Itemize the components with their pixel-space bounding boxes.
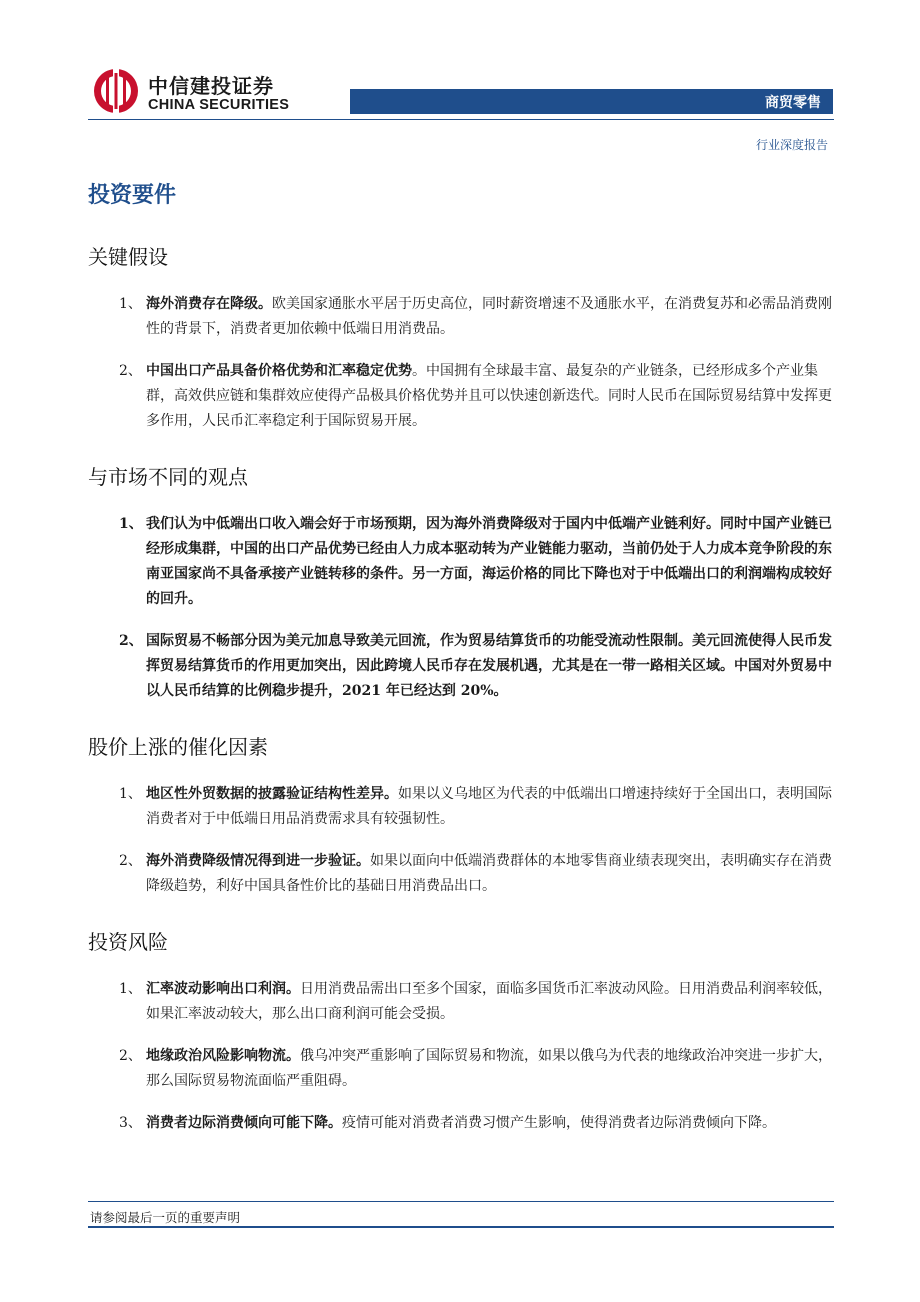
section-heading-catalysts: 股价上涨的催化因素 xyxy=(88,735,268,759)
item-text: 如果以面向中低端消费群体的本地零售商业绩表现突出，表明确实存在消费降级趋势，利好中国具备性价比的基础日用消费品出口。 xyxy=(146,853,832,894)
header-divider xyxy=(88,119,834,120)
item-text: 欧美国家通胀水平居于历史高位，同时薪资增速不及通胀水平，在消费复苏和必需品消费刚性的背景下，消费者更加依赖中低端日用消费品。 xyxy=(146,296,832,337)
disclaimer-note: 请参阅最后一页的重要声明 xyxy=(90,1210,241,1225)
brand-name-en: CHINA SECURITIES xyxy=(148,97,290,113)
report-body xyxy=(88,178,834,1153)
item-text: 我们认为中低端出口收入端会好于市场预期，因为海外消费降级对于国内中低端产业链利好。同时中国产业链已经形成集群，中国的出口产品优势已经由人力成本驱动转为产业链能力驱动，当前仍处于人力成本竞争阶段的东南亚国家尚不具备承接产业链转移的条件。另一方面，海运价格的同比下降也对于中低端出口的利润端构成较好的回升。 xyxy=(146,516,832,607)
item-number: 1、 xyxy=(119,786,142,802)
item-lead: 海外消费降级情况得到进一步验证。 xyxy=(146,853,370,869)
list-item xyxy=(88,977,834,1027)
list-item xyxy=(88,1044,834,1094)
item-number: 2、 xyxy=(119,633,143,649)
section-heading-key-assumptions: 关键假设 xyxy=(88,245,168,269)
item-number: 2、 xyxy=(119,363,142,379)
list-item xyxy=(88,849,834,899)
list-item xyxy=(88,512,834,612)
item-text: 如果以义乌地区为代表的中低端出口增速持续好于全国出口，表明国际消费者对于中低端日用品消费需求具有较强韧性。 xyxy=(146,786,832,827)
item-lead: 中国出口产品具备价格优势和汇率稳定优势 xyxy=(146,363,412,379)
page-header xyxy=(0,0,920,160)
section-heading-risks: 投资风险 xyxy=(88,930,168,954)
page-title: 投资要件 xyxy=(88,183,177,208)
sector-banner xyxy=(350,89,833,114)
item-text: 国际贸易不畅部分因为美元加息导致美元回流，作为贸易结算货币的功能受流动性限制。美元回流使得人民币发挥贸易结算货币的作用更加突出，因此跨境人民币存在发展机遇，尤其是在一带一路相关区域。中国对外贸易中以人民币结算的比例稳步提升，2021 年已经达到 20%。 xyxy=(146,633,832,699)
list-item xyxy=(88,292,834,342)
item-lead: 地区性外贸数据的披露验证结构性差异。 xyxy=(146,786,398,802)
item-text: 俄乌冲突严重影响了国际贸易和物流，如果以俄乌为代表的地缘政治冲突进一步扩大，那么国际贸易物流面临严重阻碍。 xyxy=(146,1048,832,1089)
item-number: 2、 xyxy=(119,853,142,869)
item-number: 1、 xyxy=(119,296,142,312)
list-item xyxy=(88,359,834,434)
item-text: 。中国拥有全球最丰富、最复杂的产业链条，已经形成多个产业集群，高效供应链和集群效应使得产品极具价格优势并且可以快速创新迭代。同时人民币在国际贸易结算中发挥更多作用，人民币汇率稳定利于国际贸易开展。 xyxy=(146,363,832,429)
item-text: 日用消费品需出口至多个国家，面临多国货币汇率波动风险。日用消费品利润率较低，如果汇率波动较大，那么出口商利润可能会受损。 xyxy=(146,981,832,1022)
item-number: 1、 xyxy=(119,981,142,997)
footer-divider-bottom xyxy=(88,1226,834,1228)
item-lead: 汇率波动影响出口利润。 xyxy=(146,981,300,997)
sector-label: 商贸零售 xyxy=(765,95,821,111)
footer-divider xyxy=(88,1201,834,1202)
report-type: 行业深度报告 xyxy=(755,138,828,152)
item-number: 2、 xyxy=(119,1048,142,1064)
item-lead: 海外消费存在降级。 xyxy=(146,296,272,312)
brand-name-cn: 中信建投证券 xyxy=(148,74,274,98)
item-lead: 消费者边际消费倾向可能下降。 xyxy=(146,1115,342,1131)
item-number: 1、 xyxy=(119,516,143,532)
list-item xyxy=(88,1111,834,1136)
item-number: 3、 xyxy=(119,1115,142,1131)
company-logo-icon xyxy=(92,67,140,115)
item-lead: 地缘政治风险影响物流。 xyxy=(146,1048,300,1064)
section-heading-different-views: 与市场不同的观点 xyxy=(88,465,248,489)
list-item xyxy=(88,629,834,704)
list-item xyxy=(88,782,834,832)
item-text: 疫情可能对消费者消费习惯产生影响，使得消费者边际消费倾向下降。 xyxy=(342,1115,776,1131)
